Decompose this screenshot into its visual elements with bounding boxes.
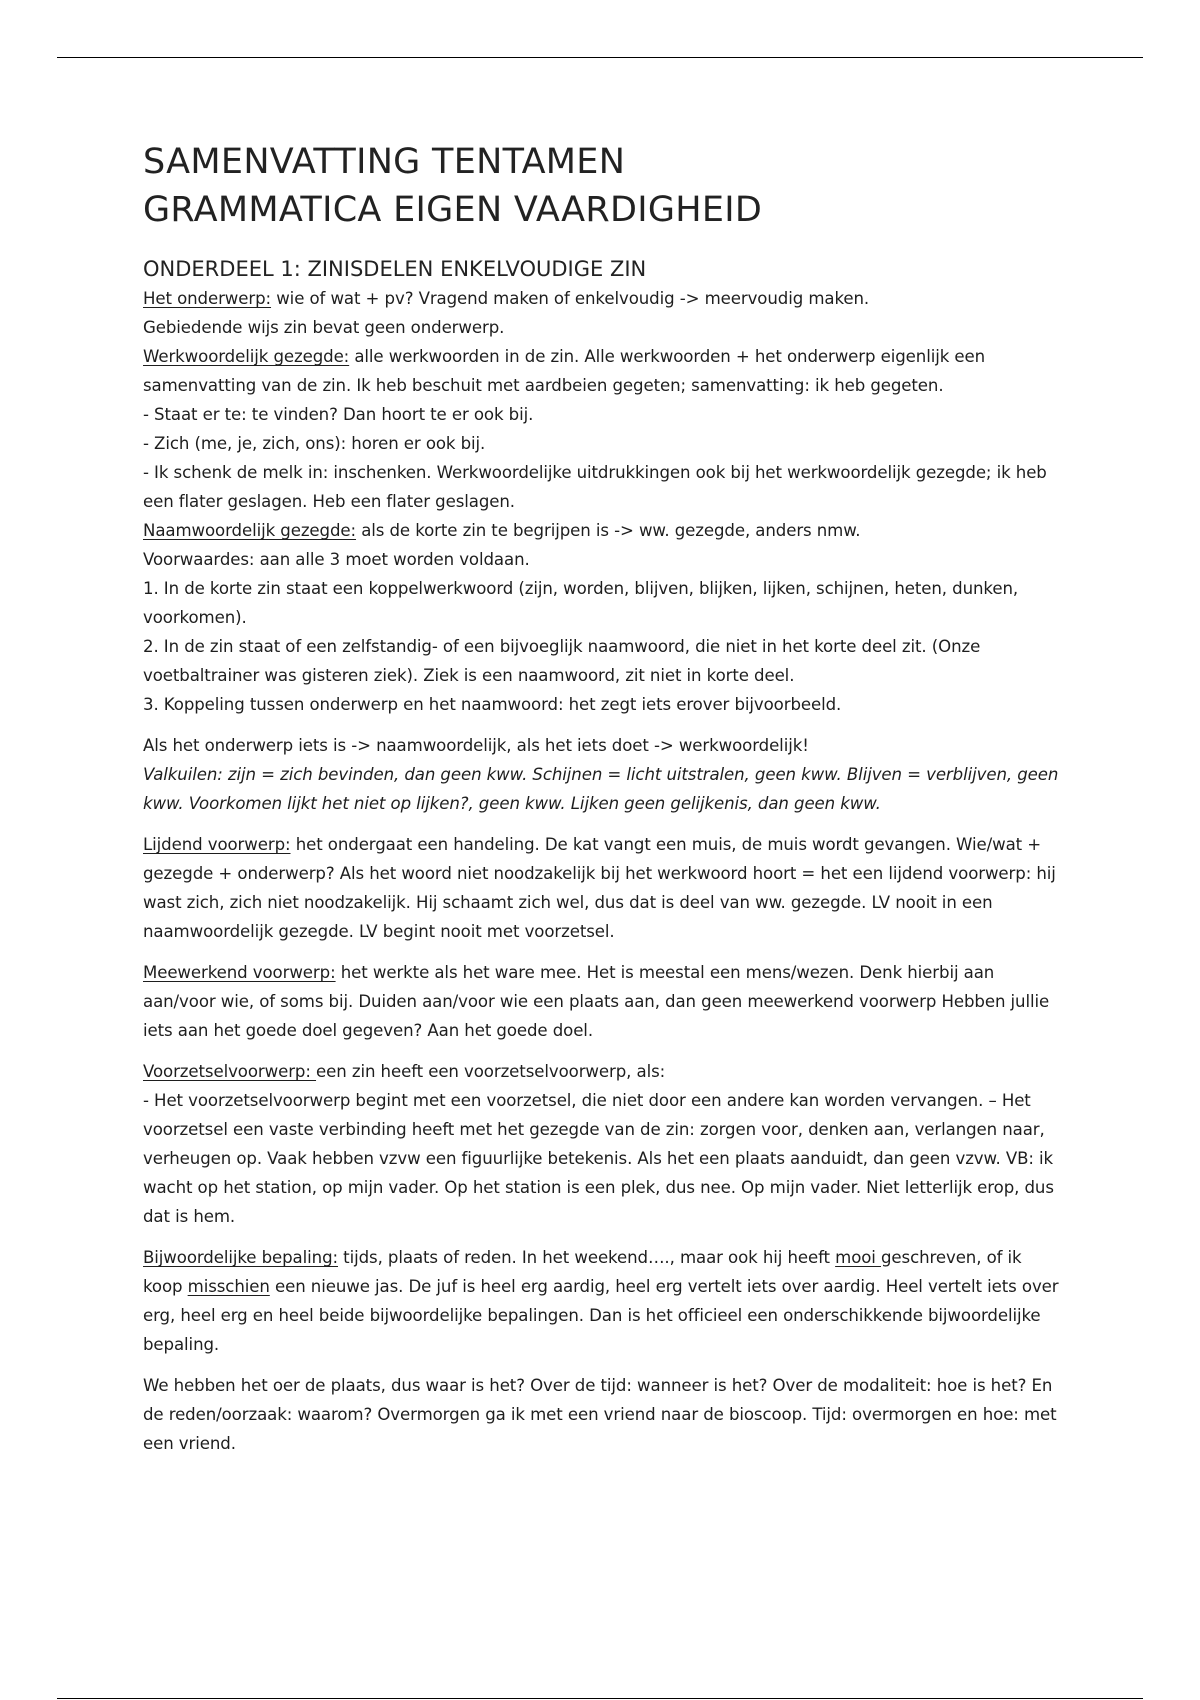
title-line-2: GRAMMATICA EIGEN VAARDIGHEID	[143, 190, 763, 230]
paragraph-valkuilen: Valkuilen: zijn = zich bevinden, dan geen kww. Schijnen = licht uitstralen, geen kww. Blijven = verblijven, geen kww. Voorkomen lijkt het niet op lijken?, geen kww. Lijken geen gelijkenis, dan geen kww.	[143, 765, 1059, 813]
list-item: - Ik schenk de melk in: inschenken. Werkwoordelijke uitdrukkingen ook bij het werkwoordelijk gezegde; ik heb een flater geslagen. Heb een flater geslagen.	[143, 463, 1047, 511]
top-rule	[57, 57, 1143, 58]
document-body	[143, 138, 1063, 1458]
paragraph-nw-gezegde: Naamwoordelijk gezegde: als de korte zin te begrijpen is -> ww. gezegde, anders nmw.	[143, 521, 861, 540]
section-heading: ONDERDEEL 1: ZINISDELEN ENKELVOUDIGE ZIN	[143, 257, 647, 281]
list-item: 1. In de korte zin staat een koppelwerkwoord (zijn, worden, blijven, blijken, lijken, schijnen, heten, dunken, voorkomen).	[143, 579, 1019, 627]
term-bijwoordelijke-bepaling: Bijwoordelijke bepaling:	[143, 1248, 338, 1267]
paragraph-slot: We hebben het oer de plaats, dus waar is het? Over de tijd: wanneer is het? Over de modaliteit: hoe is het? En de reden/oorzaak: waarom? Overmorgen ga ik met een vriend naar de bioscoop. Tijd: overmorgen en hoe: met een vriend.	[143, 1376, 1057, 1453]
paragraph-ww-gezegde: Werkwoordelijk gezegde: alle werkwoorden in de zin. Alle werkwoorden + het onderwerp eigenlijk een samenvatting van de zin. Ik heb beschuit met aardbeien gegeten; samenvatting: ik heb gegeten.	[143, 347, 986, 395]
term-onderwerp: Het onderwerp:	[143, 289, 272, 308]
underlined-word-mooi: mooi	[835, 1248, 881, 1267]
list-item: 3. Koppeling tussen onderwerp en het naamwoord: het zegt iets erover bijvoorbeeld.	[143, 695, 842, 714]
term-lijdend-voorwerp: Lijdend voorwerp:	[143, 835, 291, 854]
list-item: - Zich (me, je, zich, ons): horen er ook bij.	[143, 434, 486, 453]
term-ww-gezegde: Werkwoordelijk gezegde:	[143, 347, 350, 366]
paragraph-meewerkend-voorwerp: Meewerkend voorwerp: het werkte als het ware mee. Het is meestal een mens/wezen. Denk hierbij aan aan/voor wie, of soms bij. Duiden aan/voor wie een plaats aan, dan geen meewerkend voorwerp Hebben jullie iets aan het goede doel gegeven? Aan het goede doel.	[143, 963, 1050, 1040]
paragraph-bijwoordelijke-bepaling: Bijwoordelijke bepaling: tijds, plaats of reden. In het weekend…., maar ook hij heeft mooi geschreven, of ik koop misschien een nieuwe jas. De juf is heel erg aardig, heel erg vertelt iets over aardig. Heel vertelt iets over erg, heel erg en heel beide bijwoordelijke bepalingen. Dan is het officieel een onderschikkende bijwoordelijke bepaling.	[143, 1248, 1059, 1354]
term-meewerkend-voorwerp: Meewerkend voorwerp:	[143, 963, 336, 982]
voorwaardes: Voorwaardes: aan alle 3 moet worden voldaan.	[143, 550, 530, 569]
paragraph-onderwerp: Het onderwerp: wie of wat + pv? Vragend maken of enkelvoudig -> meervoudig maken.	[143, 289, 870, 308]
term-voorzetselvoorwerp: Voorzetselvoorwerp:	[143, 1062, 317, 1081]
paragraph-voorzetselvoorwerp-body: - Het voorzetselvoorwerp begint met een voorzetsel, die niet door een andere kan worden vervangen. – Het voorzetsel een vaste verbinding heeft met het gezegde van de zin: zorgen voor, denken aan, verlangen naar, verheugen op. Vaak hebben vzvw een figuurlijke betekenis. Als het een plaats aanduidt, dan geen vzvw. VB: ik wacht op het station, op mijn vader. Op het station is een plek, dus nee. Op mijn vader. Niet letterlijk erop, dus dat is hem.	[143, 1091, 1054, 1226]
term-nw-gezegde: Naamwoordelijk gezegde:	[143, 521, 357, 540]
list-item: - Staat er te: te vinden? Dan hoort te er ook bij.	[143, 405, 534, 424]
bottom-rule	[57, 1698, 1143, 1699]
paragraph-lijdend-voorwerp: Lijdend voorwerp: het ondergaat een handeling. De kat vangt een muis, de muis wordt gevangen. Wie/wat + gezegde + onderwerp? Als het woord niet noodzakelijk bij het werkwoord hoort = het een lijdend voorwerp: hij wast zich, zich niet noodzakelijk. Hij schaamt zich wel, dus dat is deel van ww. gezegde. LV nooit in een naamwoordelijk gezegde. LV begint nooit met voorzetsel.	[143, 835, 1056, 941]
document-title	[143, 138, 1063, 234]
paragraph-tip: Als het onderwerp iets is -> naamwoordelijk, als het iets doet -> werkwoordelijk!	[143, 736, 809, 755]
title-line-1: SAMENVATTING TENTAMEN	[143, 142, 626, 182]
underlined-word-misschien: misschien	[187, 1277, 270, 1296]
list-item: 2. In de zin staat of een zelfstandig- of een bijvoeglijk naamwoord, die niet in het korte deel zit. (Onze voetbaltrainer was gisteren ziek). Ziek is een naamwoord, zit niet in korte deel.	[143, 637, 981, 685]
paragraph-voorzetselvoorwerp: Voorzetselvoorwerp: een zin heeft een voorzetselvoorwerp, als:	[143, 1062, 666, 1081]
paragraph-onderwerp-2: Gebiedende wijs zin bevat geen onderwerp.	[143, 318, 505, 337]
